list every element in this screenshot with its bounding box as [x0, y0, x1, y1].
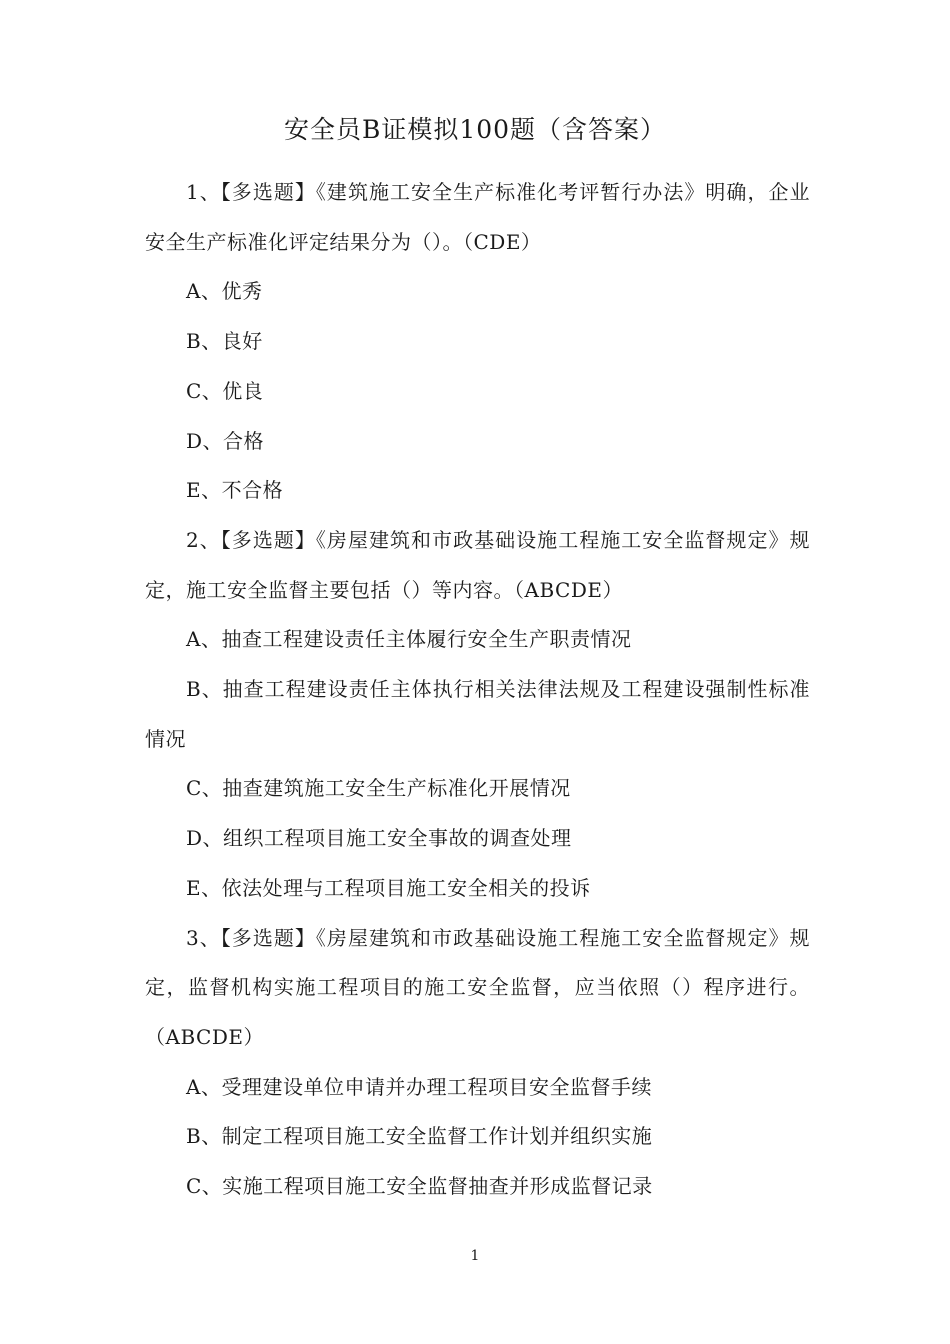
question-1-text: 1、【多选题】《建筑施工安全生产标准化考评暂行办法》明确，企业安全生产标准化评定结果分为（）。（CDE） — [145, 180, 810, 254]
question-2-option-c: C、抽查建筑施工安全生产标准化开展情况 — [186, 776, 571, 801]
question-1-option-a: A、优秀 — [186, 279, 263, 304]
question-3-option-a: A、受理建设单位申请并办理工程项目安全监督手续 — [186, 1074, 652, 1099]
page-number: 1 — [470, 1248, 480, 1264]
question-2-option-a: A、抽查工程建设责任主体履行安全生产职责情况 — [186, 627, 632, 652]
question-2-option-d: D、组织工程项目施工安全事故的调查处理 — [186, 826, 572, 851]
question-1-option-d: D、合格 — [186, 428, 265, 453]
question-2-option-e: E、依法处理与工程项目施工安全相关的投诉 — [186, 875, 591, 900]
question-1-option-b: B、良好 — [186, 329, 263, 354]
question-3-option-b: B、制定工程项目施工安全监督工作计划并组织实施 — [186, 1124, 653, 1149]
question-1-option-c: C、优良 — [186, 378, 264, 403]
question-2-option-b: B、抽查工程建设责任主体执行相关法律法规及工程建设强制性标准情况 — [145, 677, 810, 751]
question-3-text: 3、【多选题】《房屋建筑和市政基础设施工程施工安全监督规定》规定，监督机构实施工程项目的施工安全监督，应当依照（）程序进行。（ABCDE） — [145, 925, 810, 1049]
question-3-option-c: C、实施工程项目施工安全监督抽查并形成监督记录 — [186, 1174, 653, 1199]
question-list — [145, 168, 810, 1212]
document-title: 安全员B证模拟100题（含答案） — [283, 115, 667, 144]
question-1-option-e: E、不合格 — [186, 478, 284, 503]
question-2-text: 2、【多选题】《房屋建筑和市政基础设施工程施工安全监督规定》规定，施工安全监督主要包括（）等内容。（ABCDE） — [145, 527, 810, 602]
